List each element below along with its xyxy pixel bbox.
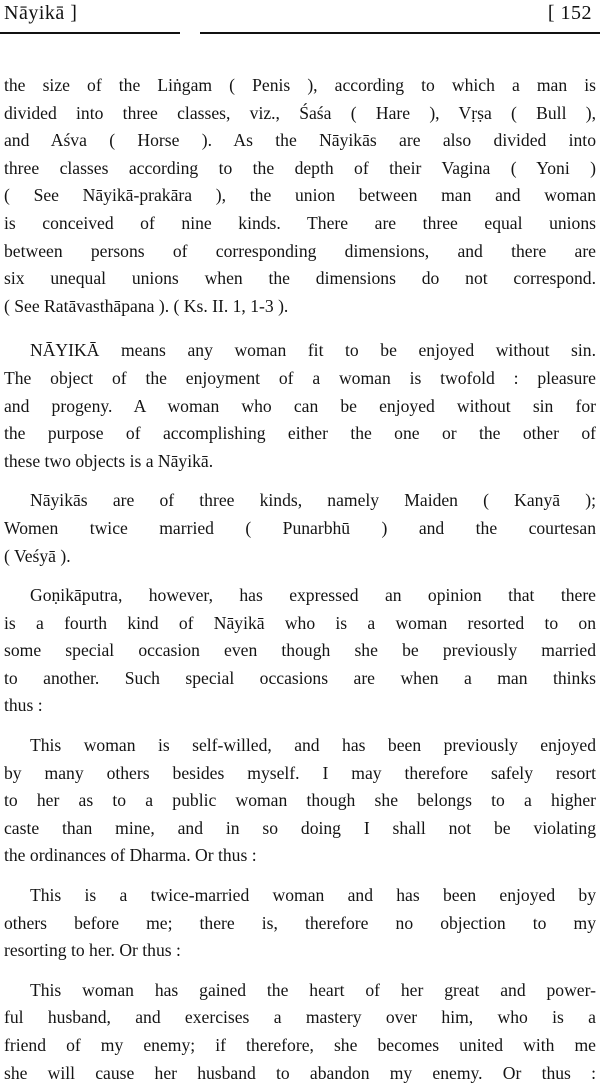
text-line: ( See Nāyikā-prakāra ), the union between man and woman xyxy=(4,185,596,206)
text-line: the purpose of accomplishing either the one or the other of xyxy=(4,423,596,444)
header-rule-right xyxy=(200,32,600,34)
text-line: Women twice married ( Punarbhū ) and the courtesan xyxy=(4,517,596,538)
text-line: and Aśva ( Horse ). As the Nāyikās are also divided into xyxy=(4,130,596,151)
text-line: This woman is self-willed, and has been previously enjoyed xyxy=(30,735,596,756)
text-line: friend of my enemy; if therefore, she becomes united with me xyxy=(4,1035,596,1055)
text-line: is a fourth kind of Nāyikā who is a woman resorted to on xyxy=(4,612,596,633)
text-line: these two objects is a Nāyikā. xyxy=(4,450,214,471)
body-text xyxy=(4,72,596,1087)
paragraph-5 xyxy=(4,732,596,870)
text-line: NĀYIKĀ means any woman fit to be enjoyed without sin. xyxy=(30,340,596,361)
paragraph-2 xyxy=(4,337,596,475)
text-line: resorting to her. Or thus : xyxy=(4,940,181,961)
text-line: ( See Ratāvasthāpana ). ( Ks. II. 1, 1-3 ). xyxy=(4,295,289,316)
running-header xyxy=(0,0,600,36)
text-line: to her as to a public woman though she belongs to a higher xyxy=(4,790,596,811)
text-line: This woman has gained the heart of her great and power- xyxy=(30,979,596,1000)
text-line: the size of the Liṅgam ( Penis ), according to which a man is xyxy=(4,75,596,95)
text-line: she will cause her husband to abandon my enemy. Or thus : xyxy=(4,1062,596,1083)
text-line: thus : xyxy=(4,695,43,716)
text-line: caste than mine, and in so doing I shall not be violating xyxy=(4,817,596,838)
text-line: ful husband, and exercises a mastery over him, who is a xyxy=(4,1007,596,1028)
text-line: by many others besides myself. I may therefore safely resort xyxy=(4,762,596,783)
text-line: three classes according to the depth of their Vagina ( Yoni ) xyxy=(4,157,596,178)
text-line: and progeny. A woman who can be enjoyed without sin for xyxy=(4,395,596,416)
text-line: The object of the enjoyment of a woman is twofold : pleasure xyxy=(4,367,596,388)
text-line: divided into three classes, viz., Śaśa ( Hare ), Vṛṣa ( Bull ), xyxy=(4,102,596,123)
text-line: This is a twice-married woman and has been enjoyed by xyxy=(30,885,596,906)
paragraph-7 xyxy=(4,977,596,1087)
paragraph-1 xyxy=(4,72,596,320)
text-line: to another. Such special occasions are when a man thinks xyxy=(4,667,596,688)
text-line: Nāyikās are of three kinds, namely Maiden ( Kanyā ); xyxy=(30,490,596,511)
text-line: is conceived of nine kinds. There are three equal unions xyxy=(4,212,596,233)
paragraph-6 xyxy=(4,882,596,965)
paragraph-4 xyxy=(4,582,596,720)
text-line: others before me; there is, therefore no objection to my xyxy=(4,912,596,933)
header-rule-left xyxy=(0,32,180,34)
text-line: ( Veśyā ). xyxy=(4,545,71,566)
text-line: some special occasion even though she be previously married xyxy=(4,640,596,661)
text-line: six unequal unions when the dimensions do not correspond. xyxy=(4,268,596,289)
text-line: between persons of corresponding dimensions, and there are xyxy=(4,240,596,261)
header-title: Nāyikā ] xyxy=(4,2,78,24)
page-number: [ 152 xyxy=(547,2,592,24)
text-line: the ordinances of Dharma. Or thus : xyxy=(4,845,257,866)
paragraph-3 xyxy=(4,487,596,570)
text-line: Goṇikāputra, however, has expressed an opinion that there xyxy=(30,585,596,606)
